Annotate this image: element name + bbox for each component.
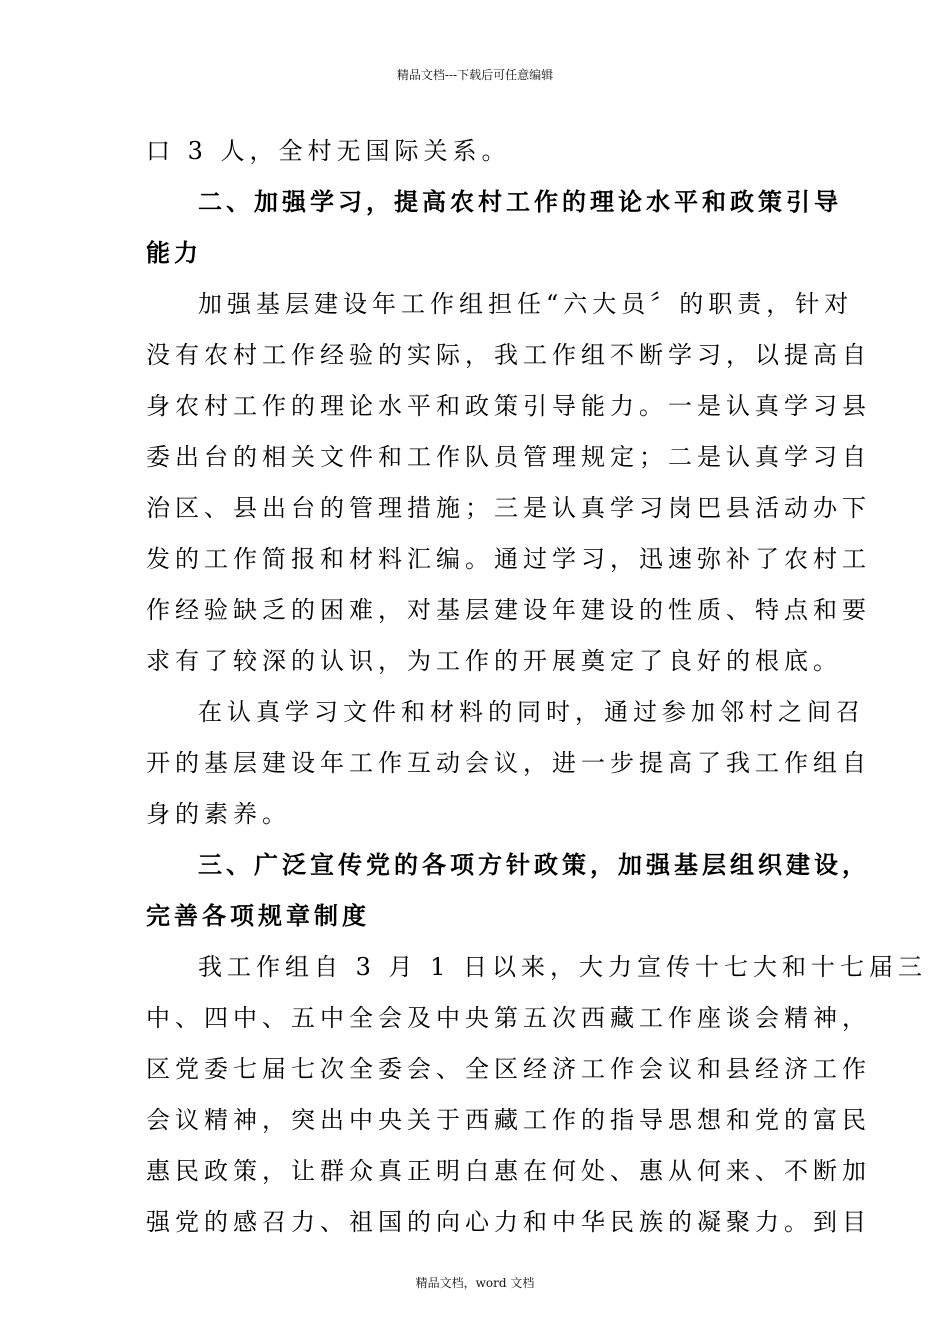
section-heading-2-cont: 能力 — [146, 239, 202, 267]
paragraph-line: 区党委七届七次全委会、全区经济工作会议和县经济工作 — [146, 1055, 871, 1083]
paragraph-line: 加强基层建设年工作组担任“六大员〞的职责，针对 — [198, 290, 854, 318]
paragraph-line: 没有农村工作经验的实际，我工作组不断学习，以提高自 — [146, 341, 871, 369]
paragraph-line: 强党的感召力、祖国的向心力和中华民族的凝聚力。到目 — [146, 1208, 871, 1236]
paragraph-line: 求有了较深的认识，为工作的开展奠定了良好的根底。 — [146, 647, 842, 675]
paragraph-line: 身农村工作的理论水平和政策引导能力。一是认真学习县 — [146, 392, 871, 420]
paragraph-line: 身的素养。 — [146, 800, 291, 828]
body-line: 口 3 人，全村无国际关系。 — [146, 137, 511, 165]
section-heading-2: 二、加强学习，提高农村工作的理论水平和政策引导 — [198, 188, 842, 216]
section-heading-3: 三、广泛宣传党的各项方针政策，加强基层组织建设， — [198, 851, 870, 879]
section-heading-3-cont: 完善各项规章制度 — [146, 902, 370, 930]
paragraph-line: 作经验缺乏的困难，对基层建设年建设的性质、特点和要 — [146, 596, 871, 624]
page-header: 精品文档---下载后可任意编辑 — [396, 68, 554, 82]
paragraph-line: 治区、县出台的管理措施；三是认真学习岗巴县活动办下 — [146, 494, 871, 522]
page-footer: 精品文档，word 文档 — [415, 1276, 535, 1290]
paragraph-line: 委出台的相关文件和工作队员管理规定；二是认真学习自 — [146, 443, 871, 471]
document-body — [146, 126, 928, 1248]
paragraph-line: 惠民政策，让群众真正明白惠在何处、惠从何来、不断加 — [146, 1157, 871, 1185]
paragraph-line: 会议精神，突出中央关于西藏工作的指导思想和党的富民 — [146, 1106, 871, 1134]
paragraph-line: 开的基层建设年工作互动会议，进一步提高了我工作组自 — [146, 749, 871, 777]
paragraph-line: 我工作组自 3 月 1 日以来，大力宣传十七大和十七届三 — [198, 953, 928, 981]
paragraph-line: 在认真学习文件和材料的同时，通过参加邻村之间召 — [198, 698, 865, 726]
paragraph-line: 中、四中、五中全会及中央第五次西藏工作座谈会精神， — [146, 1004, 871, 1032]
paragraph-line: 发的工作简报和材料汇编。通过学习，迅速弥补了农村工 — [146, 545, 871, 573]
